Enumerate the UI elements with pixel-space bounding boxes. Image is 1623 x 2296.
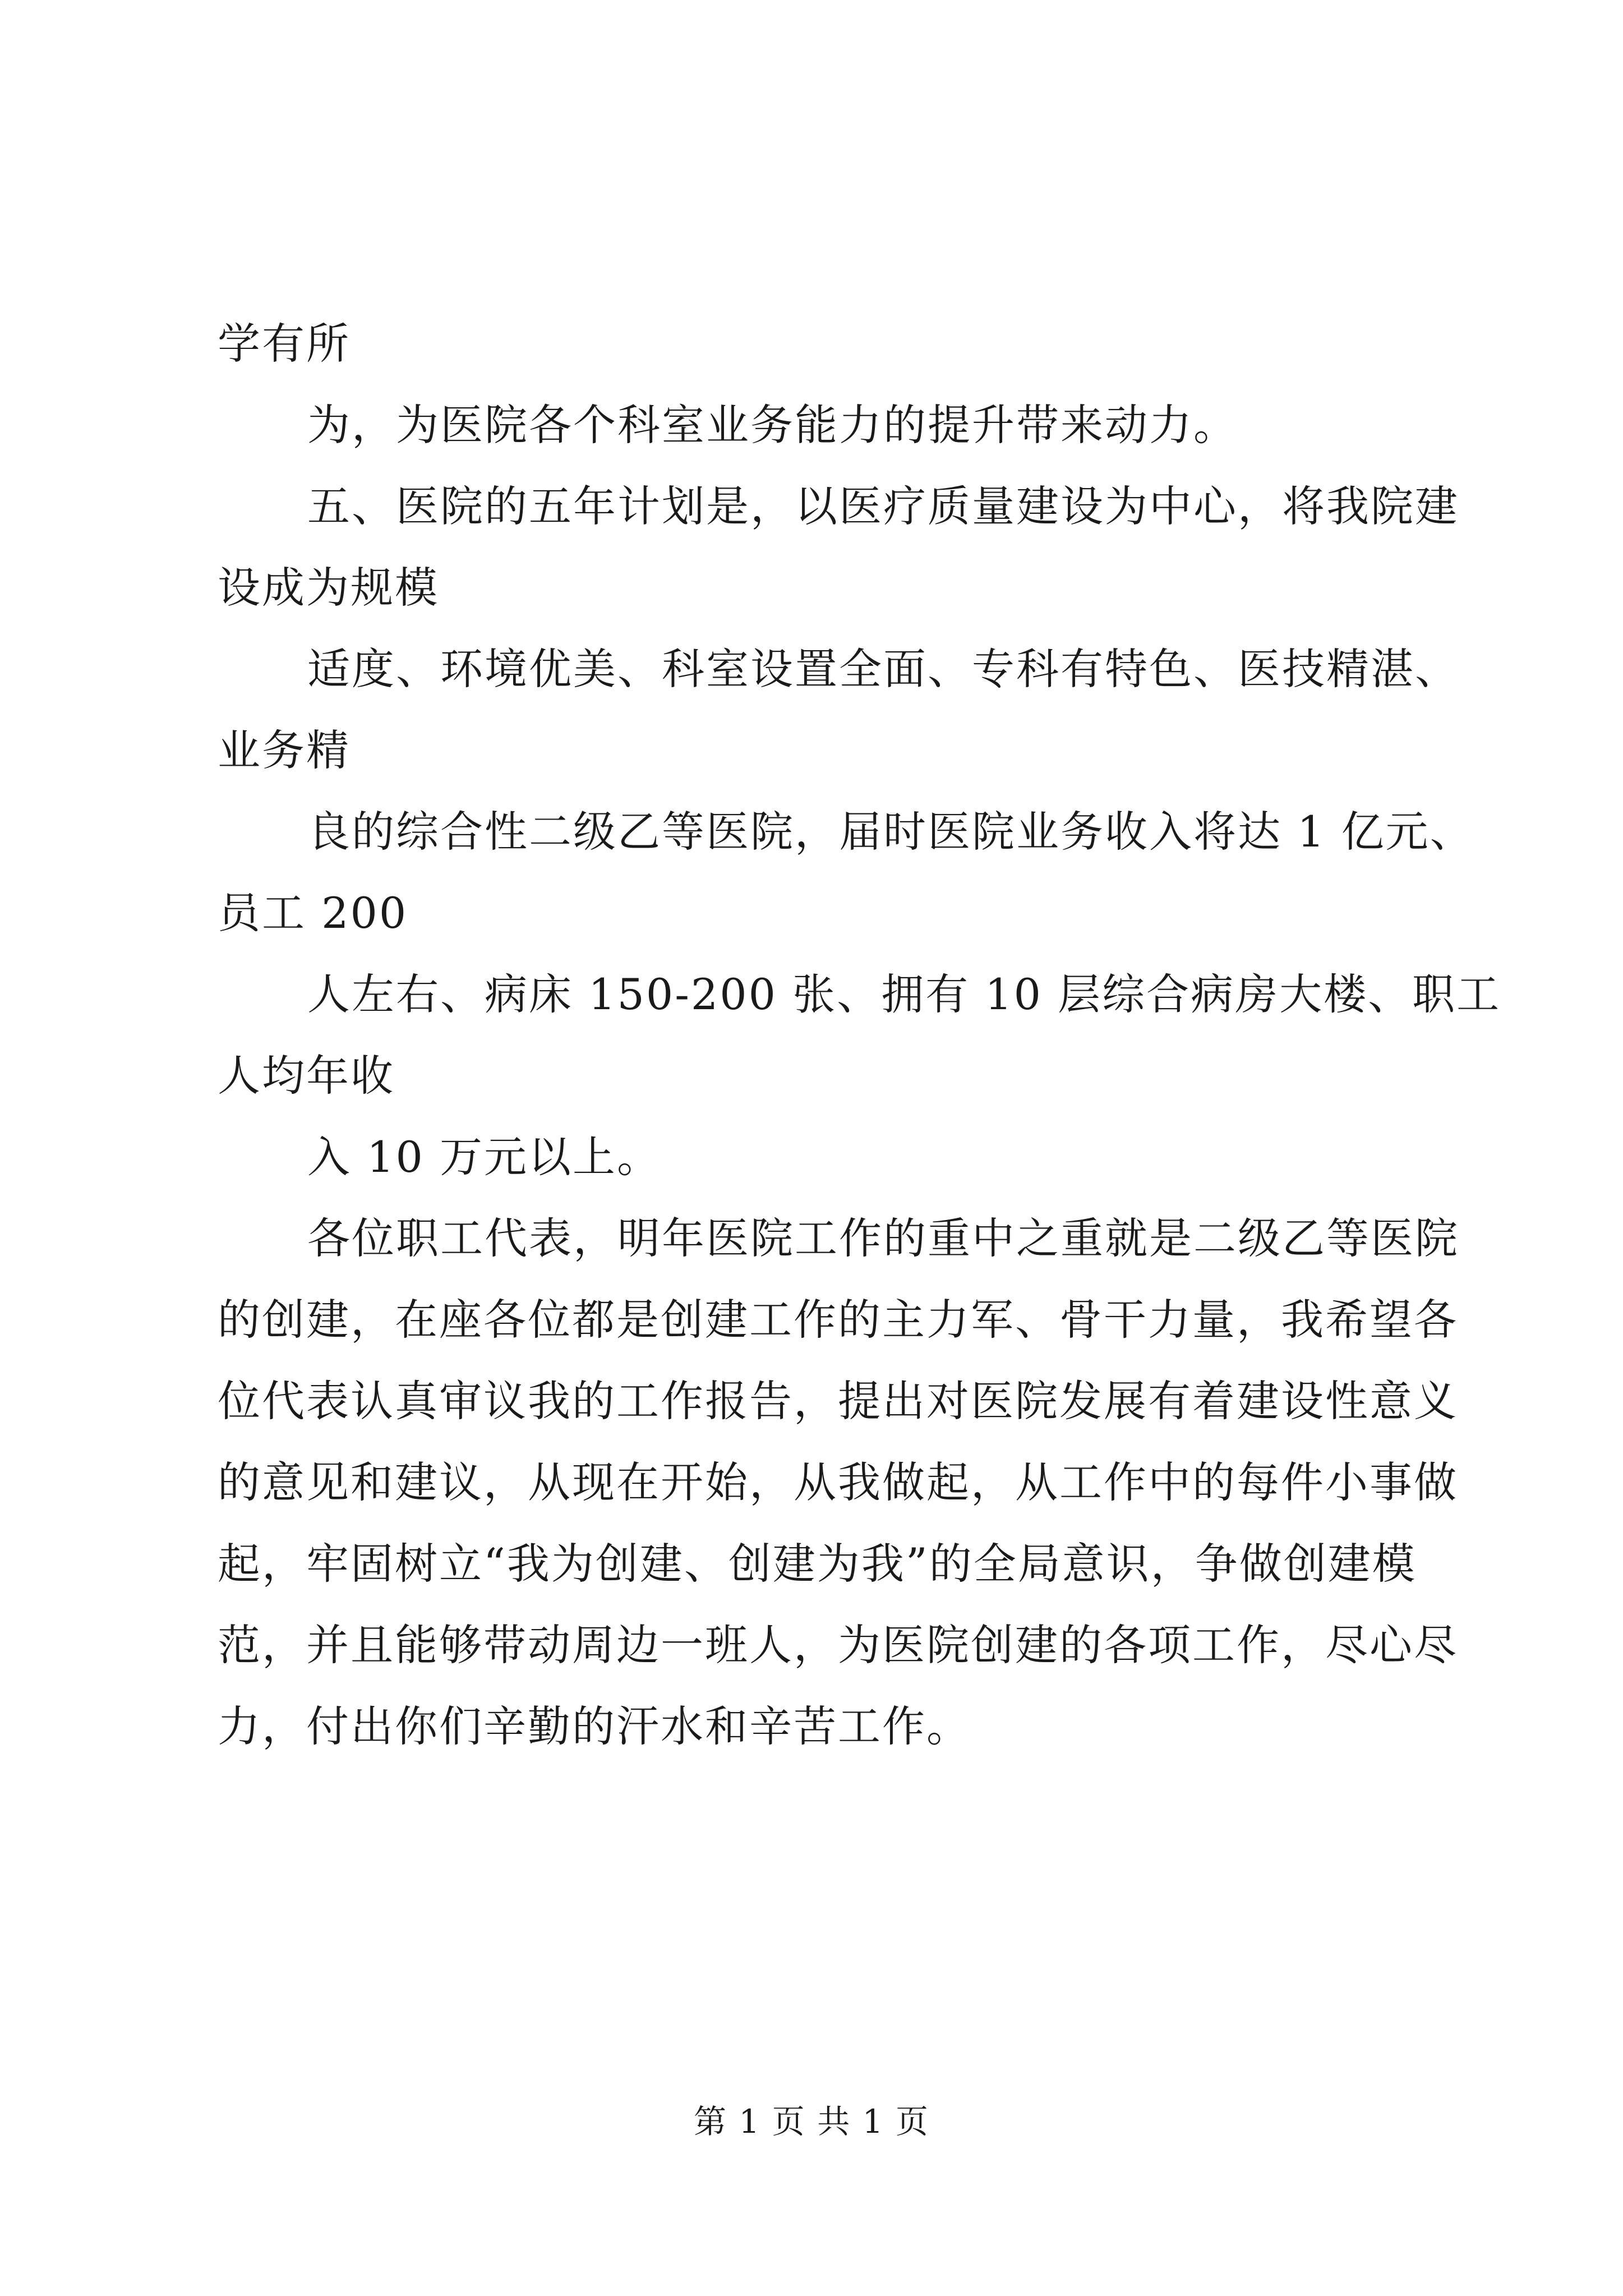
text-line: 适度、环境优美、科室设置全面、专科有特色、医技精湛、 (307, 644, 1459, 694)
document-body (218, 303, 1501, 1767)
text-line: 人均年收 (218, 1051, 395, 1101)
text-line: 力，付出你们辛勤的汗水和辛苦工作。 (218, 1701, 971, 1751)
page-number-label: 第 1 页 共 1 页 (694, 2102, 929, 2141)
text-line: 起，牢固树立“我为创建、创建为我”的全局意识，争做创建模 (218, 1539, 1417, 1589)
text-line: 的创建，在座各位都是创建工作的主力军、骨干力量，我希望各 (218, 1295, 1458, 1345)
text-line: 业务精 (218, 725, 351, 775)
text-line: 良的综合性二级乙等医院，届时医院业务收入将达 1 亿元、 (307, 807, 1474, 857)
text-line: 人左右、病床 150-200 张、拥有 10 层综合病房大楼、职工 (307, 969, 1501, 1019)
text-line: 各位职工代表，明年医院工作的重中之重就是二级乙等医院 (307, 1213, 1459, 1263)
text-line: 五、医院的五年计划是，以医疗质量建设为中心，将我院建 (307, 481, 1459, 531)
text-line: 学有所 (218, 319, 351, 369)
text-line: 范，并且能够带动周边一班人，为医院创建的各项工作，尽心尽 (218, 1620, 1458, 1670)
page-footer (0, 2095, 1623, 2142)
text-line: 的意见和建议，从现在开始，从我做起，从工作中的每件小事做 (218, 1457, 1458, 1507)
text-line: 员工 200 (218, 888, 408, 938)
text-line: 入 10 万元以上。 (307, 1132, 662, 1182)
text-line: 为，为医院各个科室业务能力的提升带来动力。 (307, 400, 1238, 450)
text-line: 位代表认真审议我的工作报告，提出对医院发展有着建设性意义 (218, 1376, 1458, 1426)
text-line: 设成为规模 (218, 563, 439, 613)
